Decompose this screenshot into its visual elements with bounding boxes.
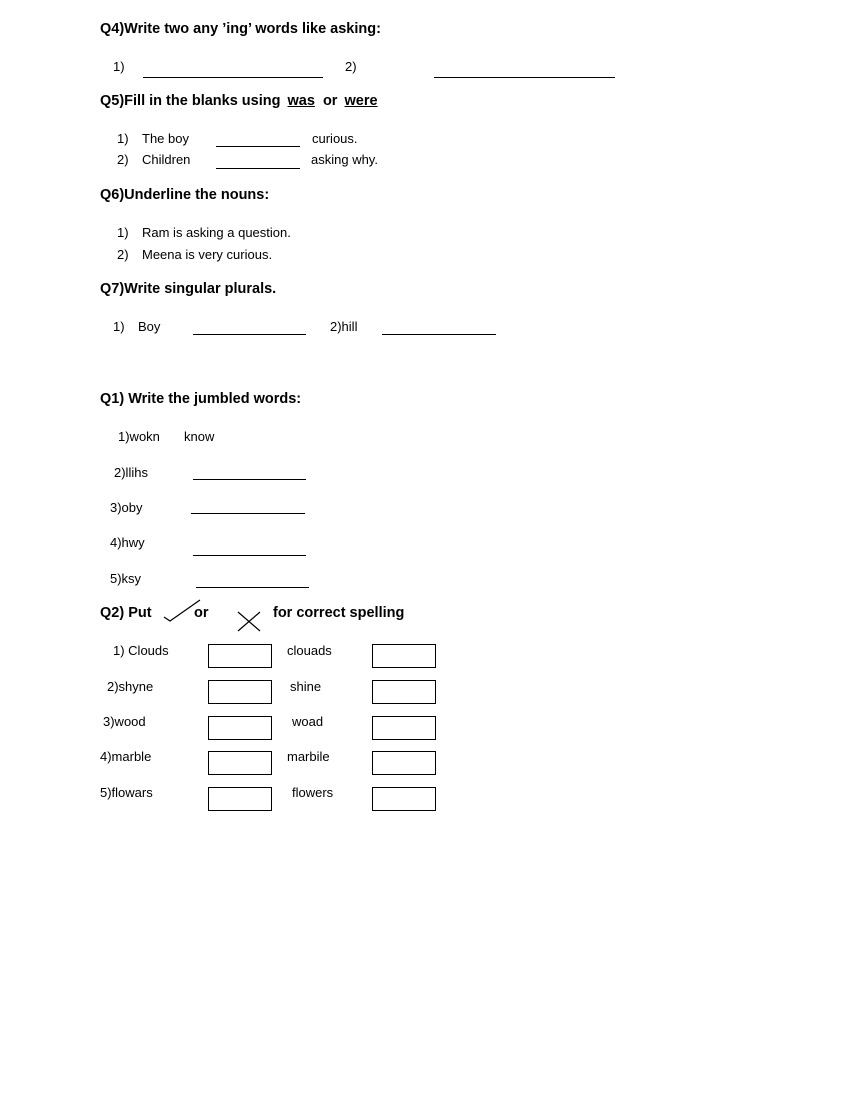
q5-item2-right: asking why. [311,152,378,167]
q4-heading: Q4)Write two any ’ing’ words like asking: [100,21,381,37]
q4-item1-number: 1) [113,59,125,74]
q2-row1-right-word: clouads [287,643,332,658]
q4-item2-number: 2) [345,59,357,74]
q5-item1-left: The boy [142,131,189,146]
q2-row2-right-word: shine [290,679,322,694]
q4-answer1-blank[interactable] [143,77,323,78]
q6-item1-sentence: Ram is asking a question. [142,225,291,240]
q1-item3-blank[interactable] [191,513,305,514]
q5-word-or: or [322,93,338,109]
q6-heading: Q6)Underline the nouns: [100,187,270,203]
q1-item1-answer: know [184,429,215,444]
q2-heading-rest: for correct spelling [273,605,405,621]
q5-item2-blank[interactable] [216,168,300,169]
q2-row2-left-checkbox[interactable] [208,680,272,704]
q2-row5-left-word: 5)flowars [100,785,153,800]
q7-item2-word: 2)hill [330,319,358,334]
q1-item4-label: 4)hwy [110,535,145,550]
q5-word-was: was [287,93,315,109]
q2-row3-left-word: 3)wood [103,714,146,729]
q5-heading [100,93,378,109]
q2-row3-right-checkbox[interactable] [372,716,436,740]
q7-item1-number: 1) [113,319,125,334]
q5-item1-number: 1) [117,131,129,146]
q1-item1-label: 1)wokn [118,429,160,444]
q2-row5-right-word: flowers [292,785,334,800]
q1-item5-label: 5)ksy [110,571,142,586]
q6-item2-number: 2) [117,247,129,262]
q2-row4-right-checkbox[interactable] [372,751,436,775]
q2-row1-right-checkbox[interactable] [372,644,436,668]
q2-row4-left-checkbox[interactable] [208,751,272,775]
q5-word-were: were [344,93,378,109]
q7-item1-blank[interactable] [193,334,306,335]
q7-item2-blank[interactable] [382,334,496,335]
q2-row1-left-word: 1) Clouds [113,643,169,658]
q2-heading-or: or [194,605,209,621]
q1-heading: Q1) Write the jumbled words: [100,391,302,407]
q1-item5-blank[interactable] [196,587,309,588]
q6-item1-number: 1) [117,225,129,240]
q1-item2-label: 2)llihs [114,465,148,480]
q2-row5-left-checkbox[interactable] [208,787,272,811]
q2-row3-left-checkbox[interactable] [208,716,272,740]
q5-item2-left: Children [142,152,191,167]
q2-row5-right-checkbox[interactable] [372,787,436,811]
q2-row3-right-word: woad [292,714,324,729]
q5-item1-right: curious. [312,131,358,146]
q2-row4-right-word: marbile [287,749,330,764]
q2-row2-right-checkbox[interactable] [372,680,436,704]
q4-answer2-blank[interactable] [434,77,615,78]
q1-item4-blank[interactable] [193,555,306,556]
q2-row1-left-checkbox[interactable] [208,644,272,668]
cross-mark-icon [236,610,262,634]
q5-item1-blank[interactable] [216,146,300,147]
q6-item2-sentence: Meena is very curious. [142,247,273,262]
q5-item2-number: 2) [117,152,129,167]
q1-item2-blank[interactable] [193,479,306,480]
q7-heading: Q7)Write singular plurals. [100,281,277,297]
q2-row2-left-word: 2)shyne [107,679,154,694]
q5-heading-text: Q5)Fill in the blanks using [100,93,281,109]
q2-row4-left-word: 4)marble [100,749,152,764]
q7-item1-word: Boy [138,319,161,334]
q1-item3-label: 3)oby [110,500,143,515]
q2-heading-put: Q2) Put [100,605,152,621]
